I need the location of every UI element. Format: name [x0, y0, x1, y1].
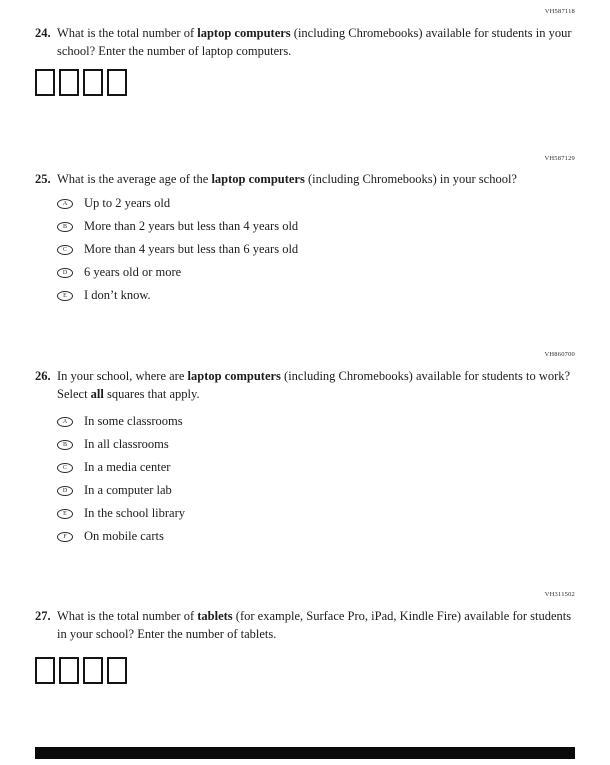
option-label: In the school library	[84, 506, 186, 521]
option-label: 6 years old or more	[84, 265, 182, 280]
answer-option[interactable]	[57, 438, 575, 451]
digit-box[interactable]	[107, 657, 127, 684]
question-text-segment: squares that apply.	[103, 387, 200, 401]
digit-box[interactable]	[35, 69, 55, 96]
option-label: More than 4 years but less than 6 years old	[84, 242, 299, 257]
answer-option[interactable]	[57, 289, 575, 302]
oval-letter: E	[63, 510, 67, 517]
answer-option[interactable]	[57, 507, 575, 520]
oval-letter: D	[62, 487, 68, 494]
question-text-segment: (for example, Surface Pro, iPad, Kindle Fire) available for students in your school? Enter the number of tablets.	[57, 608, 572, 641]
question-24-digit-boxes	[35, 69, 575, 96]
question-26-text	[57, 367, 575, 403]
question-24-number: 24.	[35, 25, 51, 40]
digit-box[interactable]	[83, 657, 103, 684]
answer-option[interactable]	[57, 220, 575, 233]
response-oval-icon[interactable]	[57, 486, 73, 496]
option-label: In a media center	[84, 460, 171, 475]
question-26	[0, 352, 610, 543]
oval-letter: A	[62, 418, 68, 425]
response-oval-icon[interactable]	[57, 440, 73, 450]
oval-letter: C	[62, 464, 67, 471]
oval-letter: E	[63, 292, 67, 299]
question-text-segment: What is the total number of	[57, 25, 198, 40]
question-text-segment: (including Chromebooks) available for students to work? Select	[57, 368, 571, 401]
question-25-number: 25.	[35, 172, 51, 187]
option-label: Up to 2 years old	[84, 196, 171, 211]
option-label: More than 2 years but less than 4 years old	[84, 219, 299, 234]
item-code-25: VH587129	[544, 154, 575, 162]
question-27-number: 27.	[35, 608, 51, 623]
response-oval-icon[interactable]	[57, 291, 73, 301]
question-24-text	[57, 24, 575, 60]
digit-box[interactable]	[59, 657, 79, 684]
item-code-26: VH860700	[544, 351, 575, 359]
question-text-segment: (including Chromebooks) available for students in your school? Enter the number of laptop computers.	[57, 25, 572, 58]
response-oval-icon[interactable]	[57, 463, 73, 473]
answer-option[interactable]	[57, 197, 575, 210]
item-code-27: VH311502	[544, 591, 575, 599]
digit-box[interactable]	[83, 69, 103, 96]
response-oval-icon[interactable]	[57, 417, 73, 427]
question-25	[0, 156, 610, 303]
question-24	[0, 9, 610, 96]
question-text-segment: What is the total number of	[57, 608, 198, 623]
question-text-segment: What is the average age of the	[57, 172, 212, 187]
question-26-number: 26.	[35, 368, 51, 383]
question-text-segment: laptop computers	[197, 25, 291, 40]
response-oval-icon[interactable]	[57, 268, 73, 278]
answer-option[interactable]	[57, 415, 575, 428]
option-label: On mobile carts	[84, 529, 164, 544]
response-oval-icon[interactable]	[57, 199, 73, 209]
oval-letter: B	[62, 441, 67, 448]
question-text-segment: (including Chromebooks) in your school?	[304, 172, 517, 187]
question-text-segment: laptop computers	[187, 368, 281, 383]
digit-box[interactable]	[35, 657, 55, 684]
answer-option[interactable]	[57, 266, 575, 279]
option-label: I don’t know.	[84, 288, 151, 303]
question-26-options	[57, 415, 575, 543]
answer-option[interactable]	[57, 484, 575, 497]
question-27-digit-boxes	[35, 657, 575, 684]
response-oval-icon[interactable]	[57, 245, 73, 255]
page-footer-bar	[35, 747, 575, 759]
digit-box[interactable]	[107, 69, 127, 96]
oval-letter: D	[62, 269, 68, 276]
answer-option[interactable]	[57, 530, 575, 543]
question-text-segment: all	[90, 387, 104, 401]
response-oval-icon[interactable]	[57, 222, 73, 232]
answer-option[interactable]	[57, 243, 575, 256]
oval-letter: F	[63, 533, 67, 540]
question-text-segment: In your school, where are	[57, 368, 188, 383]
question-27	[0, 592, 610, 684]
oval-letter: A	[62, 200, 68, 207]
oval-letter: C	[62, 246, 67, 253]
response-oval-icon[interactable]	[57, 509, 73, 519]
option-label: In a computer lab	[84, 483, 172, 498]
question-text-segment: laptop computers	[211, 172, 305, 187]
option-label: In all classrooms	[84, 437, 169, 452]
question-25-options	[57, 197, 575, 302]
oval-letter: B	[62, 223, 67, 230]
question-text-segment: tablets	[197, 608, 233, 623]
answer-option[interactable]	[57, 461, 575, 474]
response-oval-icon[interactable]	[57, 532, 73, 542]
item-code-24: VH587118	[544, 8, 575, 15]
question-25-text	[57, 170, 575, 188]
digit-box[interactable]	[59, 69, 79, 96]
option-label: In some classrooms	[84, 414, 183, 429]
question-27-text	[57, 607, 575, 643]
